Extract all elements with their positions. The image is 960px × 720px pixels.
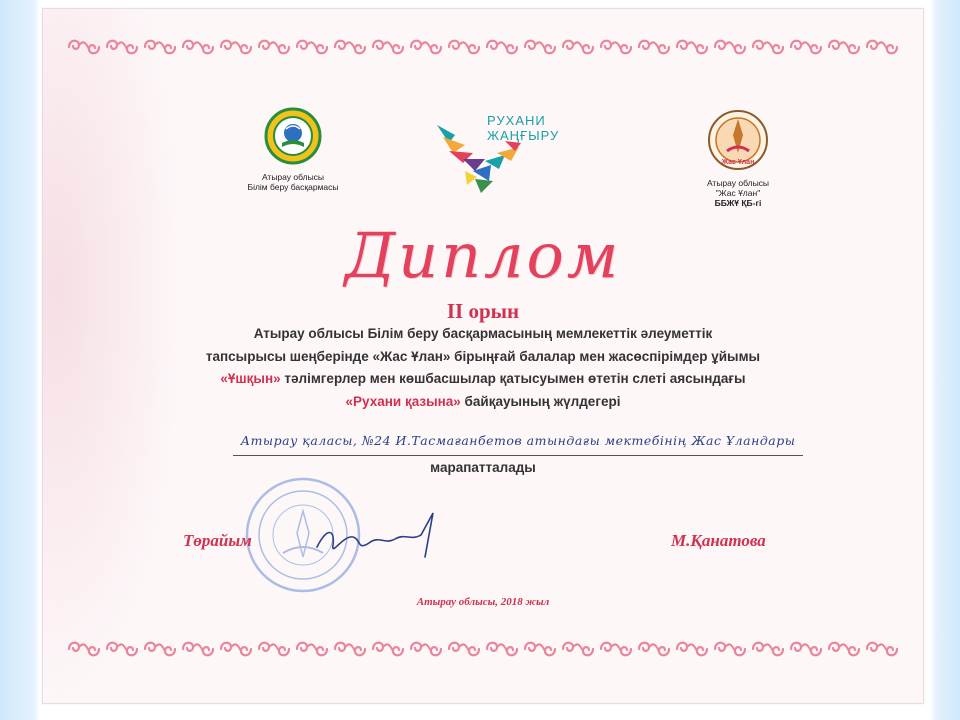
emblem-text: Жас Ұлан: [721, 159, 755, 166]
diploma-sheet: [42, 8, 924, 704]
signatory-name: М.Қанатова: [671, 531, 766, 550]
left-logo-caption-1: Атырау облысы: [261, 172, 325, 182]
rukhani-zhangyru-logo: [435, 113, 575, 203]
awarded-label: марапатталады: [430, 460, 536, 475]
rukhani-line2: ЖАҢҒЫРУ: [487, 128, 560, 143]
diploma-title: Диплом: [344, 219, 622, 292]
event-name: «Ұшқын»: [220, 371, 281, 386]
body-line-3-rest: тәлімгерлер мен көшбасшылар қатысуымен өтетін слеті аясындағы: [280, 371, 746, 386]
education-emblem-icon: [264, 107, 322, 165]
right-logo-caption-1: Атырау облысы: [706, 178, 770, 188]
left-logo-caption-2: Білім беру басқармасы: [247, 182, 339, 192]
right-logo-caption-2: "Жас Ұлан": [715, 188, 761, 198]
signature-scribble: [313, 507, 443, 567]
footer-location-year: Атырау облысы, 2018 жыл: [416, 596, 550, 608]
education-department-logo: [238, 107, 348, 192]
zhas-ulan-emblem-icon: [707, 109, 769, 171]
body-line-1: Атырау облысы Білім беру басқармасының мемлекеттік әлеуметтік: [253, 326, 713, 341]
chairperson-label: Төрайым: [183, 531, 252, 550]
place-label: II орын: [446, 299, 520, 323]
top-ornament-border: [65, 35, 901, 59]
right-logo-caption-3: ББЖҰ ҚБ-гі: [714, 198, 762, 208]
bottom-ornament-border: [65, 637, 901, 661]
zhas-ulan-logo: [688, 109, 788, 208]
body-line-2: тапсырысы шеңберінде «Жас Ұлан» бірыңғай балалар мен жасөспірімдер ұйымы: [205, 348, 761, 364]
rukhani-line1: РУХАНИ: [487, 113, 546, 128]
body-line-3: [133, 368, 833, 391]
recipient-handwritten: Атырау қаласы, №24 И.Тасмағанбетов атындағы мектебінің Жас Ұландары: [233, 433, 803, 456]
body-line-4: [133, 391, 833, 414]
body-line-4-rest: байқауының жүлдегері: [460, 393, 621, 409]
diploma-body: [133, 323, 833, 413]
contest-name: «Рухани қазына»: [345, 393, 461, 409]
